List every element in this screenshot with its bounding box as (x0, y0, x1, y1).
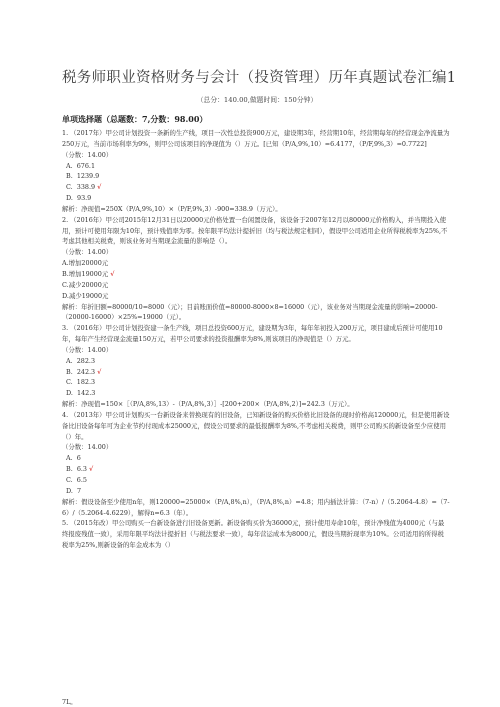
option-b: B.增加19000元 √ (62, 269, 115, 278)
question-score: （分数：14.00） (62, 443, 113, 452)
option-d: D. 142.3 (66, 389, 96, 398)
question-1 (62, 128, 450, 215)
correct-check-icon: √ (97, 183, 102, 192)
correct-check-icon: √ (110, 269, 115, 278)
question-analysis: 解析：净现值=150×［（P/A,8%,13）-（P/A,8%,3）］-[200+200×（P/A,8%,2）]=242.3（万元）。 (62, 400, 354, 409)
question-score: （分数：14.00） (62, 150, 113, 159)
document-title: 税务师职业资格财务与会计（投资管理）历年真题试卷汇编1 (62, 70, 457, 86)
question-analysis: 解析：年折旧额=80000/10=8000（元）；目前账面价值=80000-8000×8=16000（元），该业务对当期现金流量的影响=20000-（20000-16000）×25%=19000（元）。 (62, 302, 438, 322)
correct-check-icon: √ (89, 465, 94, 474)
question-score: （分数：14.00） (62, 248, 113, 257)
option-a: A.增加20000元 (62, 259, 109, 268)
question-stem: 4. （2013年）甲公司计划购买一台新设备来替换现有的旧设备，已知新设备的购买价格比旧设备的现时价格高120000元，但是使用新设备比旧设备每年可为企业节约付现成本25000元，假设公司要求的最低报酬率为8%,不考虑相关税费，则甲公司购买的新设备至少应使用（）年。 (62, 410, 450, 441)
question-3 (62, 323, 450, 410)
option-b: B. 6.3 √ (66, 465, 94, 474)
option-d: D.减少19000元 (62, 291, 109, 300)
option-b: B. 1239.9 (66, 172, 100, 181)
section-heading: 单项选择题（总题数：7,分数：98.00） (62, 114, 208, 124)
question-5 (62, 518, 450, 551)
document-subtitle: （总分：140.00,做题时间：150分钟） (196, 96, 318, 104)
option-b: B. 242.3 √ (66, 367, 102, 376)
question-stem: 3. （2016年）甲公司计划投资建一条生产线，项目总投资600万元，建设期为3年，每年年初投入200万元，项目建成后预计可使用10年，每年产生经营现金流量150万元，若甲公司要求的投资报酬率为8%,则该项目的净现值是（）万元。 (62, 324, 443, 344)
question-stem: 1. （2017年）甲公司计划投资一条新的生产线，项目一次性总投资900万元，建设期3年，经营期10年，经营期每年的经营现金净流量为250万元，当前市场利率为9%，则甲公司该项目的净现值为（）万元。[已知（P/A,9%,10）=6.4177，（P/F,9%,3）=0.7722] (62, 129, 450, 148)
option-d: D. 7 (66, 486, 82, 495)
question-score: （分数：14.00） (62, 345, 113, 354)
option-c: C. 338.9 √ (66, 183, 102, 192)
option-a: A. 282.3 (66, 356, 96, 365)
question-stem: 5. （2015年改）甲公司购买一台新设备进行旧设备更新。新设备购买价为36000元，预计使用寿命10年，预计净残值为4000元（与最终报废残值一致），采用年限平均法计提折旧（与税法要求一致），每年营运成本为8000元，假设当期折现率为10%。公司适用的所得税税率为25%,则新设备的年金成本为（） (62, 519, 445, 550)
page-footer-text: 7L。 (62, 698, 77, 706)
question-analysis: 解析：假设设备至少使用n年，则120000=25000×（P/A,8%,n），（P/A,8%,n）=4.8；用内插法计算：（7-n）/（5.2064-4.8）=（7-6）/（5.2064-4.6229），解得n=6.3（年）。 (62, 497, 450, 517)
question-stem: 2. （2016年）甲公司2015年12月31日以20000元价格处置一台闲置设备，该设备于2007年12月以80000元价格购入，并当期投入使用，预计可使用年限为10年，预计残值率为零。按年限平均法计提折旧（均与税法规定相同），假设甲公司适用企业所得税税率为25%,不考虑其他相关税费，则该业务对当期现金流量的影响是（）。 (62, 215, 448, 246)
option-c: C. 182.3 (66, 378, 96, 387)
option-c: C.减少20000元 (62, 280, 109, 289)
question-2 (62, 215, 450, 323)
option-a: A. 6 (66, 454, 81, 463)
option-c: C. 6.5 (66, 476, 87, 484)
option-a: A. 676.1 (66, 161, 96, 170)
question-4 (62, 410, 450, 518)
question-analysis: 解析：净现值=250X（P/A,9%,10）×（P/F,9%,3）-900=338.9（万元）。 (62, 204, 282, 213)
option-d: D. 93.9 (66, 194, 92, 203)
questions-body (62, 128, 450, 551)
correct-check-icon: √ (97, 367, 102, 376)
